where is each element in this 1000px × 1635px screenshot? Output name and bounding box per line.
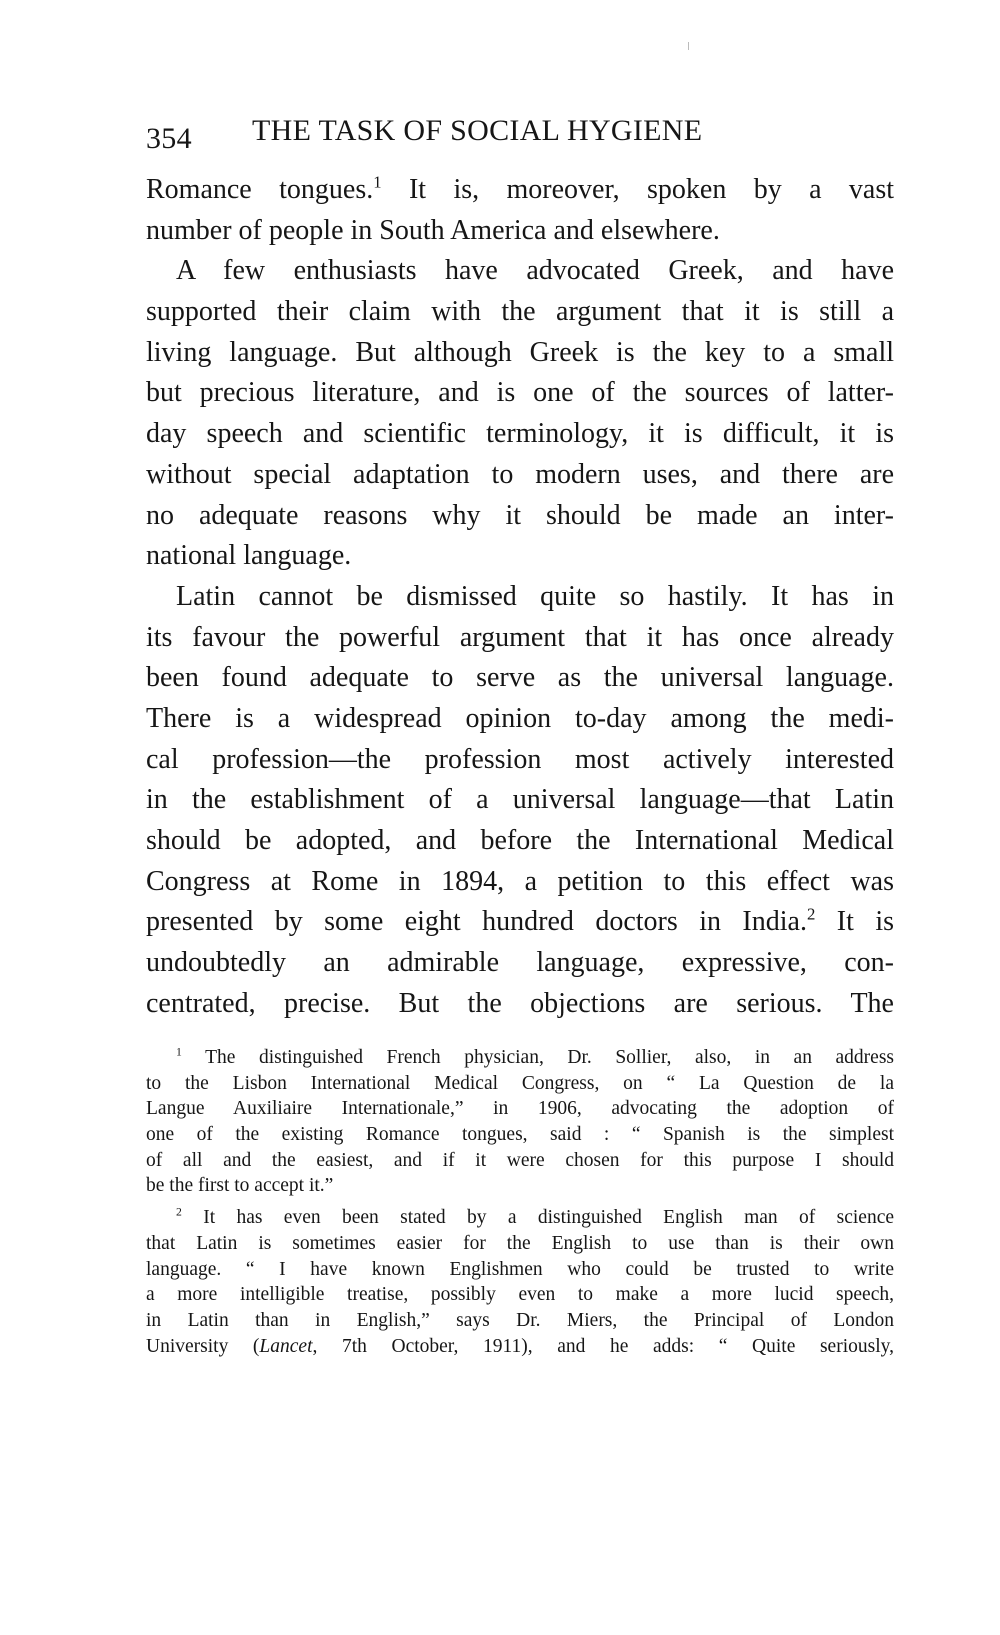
text-line: cal profession—the profession most actively interested [146,743,894,775]
text-line: its favour the powerful argument that it has once already [146,621,894,653]
footnote-line: one of the existing Romance tongues, said : “ Spanish is the simplest [146,1124,894,1146]
footnote-line: $^1$ The distinguished French physician, Dr. Sollier, also, in an address [176,1045,894,1068]
footnote-marker-2: 2 [176,1205,182,1219]
text-line: Romance tongues.$^1$ It is, moreover, spoken by a vast [146,172,895,205]
text-line: A few enthusiasts have advocated Greek, and have [176,255,894,287]
footnote-line: Langue Auxiliaire Internationale,” in 1906, advocating the adoption of [146,1098,894,1120]
footnote-ref-1: 1 [373,172,382,192]
running-title: THE TASK OF SOCIAL HYGIENE [252,114,703,147]
footnotes [146,1045,894,1359]
page-number: 354 [146,122,192,155]
footnote-line: in Latin than in English,” says Dr. Miers, the Principal of London [146,1309,894,1331]
footnote-line: University (Lancet, 7th October, 1911), and he adds: “ Quite seriously, [146,1335,894,1357]
text-line: There is a widespread opinion to-day among the medi- [146,702,894,734]
footnote-line: be the first to accept it.” [146,1175,334,1197]
text-line: Congress at Rome in 1894, a petition to this effect was [146,865,894,897]
footnote-marker-1: 1 [176,1045,182,1059]
footnote-line: that Latin is sometimes easier for the English to use than is their own [146,1232,894,1254]
footnote-line: language. “ I have known Englishmen who could be trusted to write [146,1258,894,1280]
footnote-ref-2: 2 [806,905,816,925]
running-header [146,114,806,160]
text-line: without special adaptation to modern uses, and there are [146,458,894,490]
text-line: should be adopted, and before the International Medical [146,825,894,856]
text-line: number of people in South America and elsewhere. [146,214,720,246]
footnote-line: of all and the easiest, and if it were chosen for this purpose I should [146,1149,894,1171]
text-line: national language. [146,540,352,572]
text-line: day speech and scientific terminology, it is difficult, it is [146,418,894,450]
text-line: no adequate reasons why it should be made an inter- [146,499,894,531]
text-line: Latin cannot be dismissed quite so hastily. It has in [176,580,894,612]
citation-title: Lancet [259,1335,313,1357]
text-line: but precious literature, and is one of the sources of latter- [146,377,894,409]
text-line: in the establishment of a universal language—that Latin [146,784,894,816]
text-line: presented by some eight hundred doctors in India.$^2$ It is [146,905,895,938]
text-line: undoubtedly an admirable language, expressive, con- [146,947,894,979]
text-line: supported their claim with the argument that it is still a [146,296,894,328]
scan-speck [688,42,689,50]
text-line: been found adequate to serve as the universal language. [146,662,894,694]
text-line: centrated, precise. But the objections are serious. The [146,987,894,1019]
footnote-line: to the Lisbon International Medical Congress, on “ La Question de la [146,1072,894,1094]
body-text [146,170,894,1024]
footnote-line: $^2$ It has even been stated by a distinguished English man of science [176,1205,895,1229]
text-line: living language. But although Greek is the key to a small [146,336,894,368]
footnote-line: a more intelligible treatise, possibly even to make a more lucid speech, [146,1284,894,1306]
